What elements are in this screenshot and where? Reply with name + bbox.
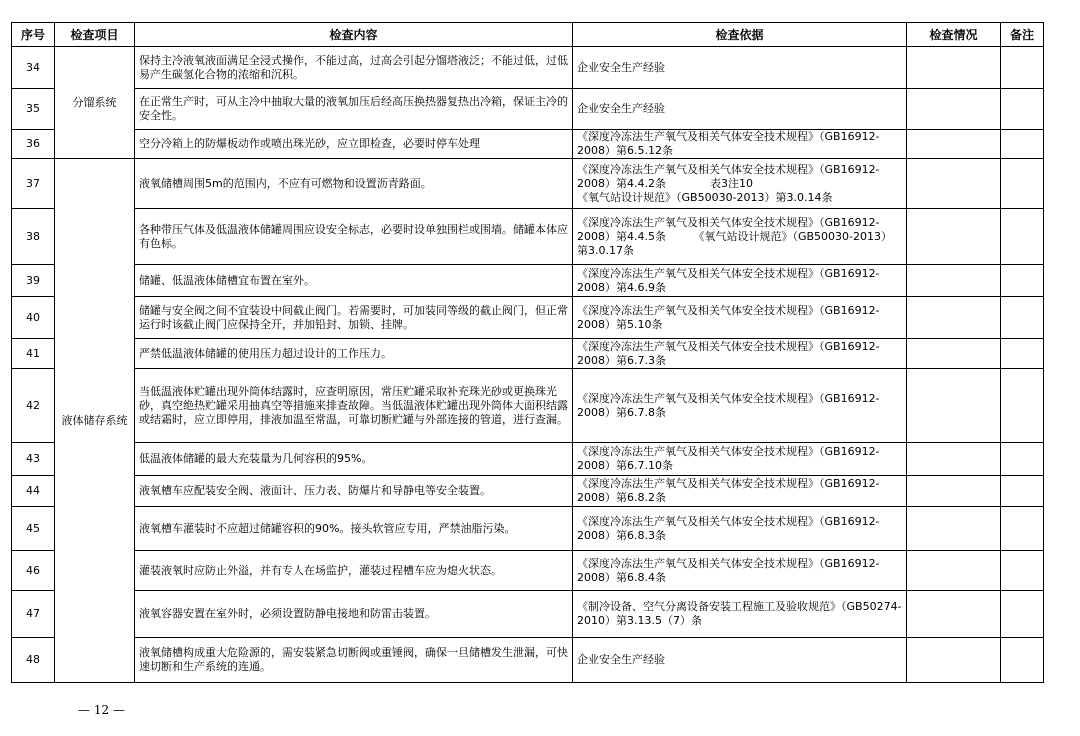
remarks: [1001, 47, 1044, 89]
table-row: [12, 591, 1044, 638]
row-number: 48: [12, 638, 55, 683]
row-number: 43: [12, 443, 55, 476]
check-status: [907, 369, 1001, 443]
table-row: [12, 551, 1044, 591]
row-number: 47: [12, 591, 55, 638]
check-content: 储罐、低温液体储槽宜布置在室外。: [135, 265, 573, 297]
check-status: [907, 265, 1001, 297]
check-content: 液氧储槽构成重大危险源的，需安装紧急切断阀或重锤阀，确保一旦储槽发生泄漏，可快速切断和生产系统的连通。: [135, 638, 573, 683]
header-content: 检查内容: [135, 23, 573, 47]
check-content: 液氧槽车应配装安全阀、液面计、压力表、防爆片和导静电等安全装置。: [135, 476, 573, 507]
remarks: [1001, 476, 1044, 507]
check-basis: 《深度冷冻法生产氧气及相关气体安全技术规程》（GB16912-2008）第6.7.10条: [573, 443, 907, 476]
table-row: [12, 339, 1044, 369]
header-num: 序号: [12, 23, 55, 47]
inspection-table: [11, 22, 1044, 683]
row-number: 37: [12, 159, 55, 209]
check-status: [907, 130, 1001, 159]
check-basis: 《深度冷冻法生产氧气及相关气体安全技术规程》（GB16912-2008）第4.6.9条: [573, 265, 907, 297]
check-status: [907, 638, 1001, 683]
check-basis: 《深度冷冻法生产氧气及相关气体安全技术规程》（GB16912-2008）第6.7.3条: [573, 339, 907, 369]
check-status: [907, 476, 1001, 507]
check-content: 空分冷箱上的防爆板动作或喷出珠光砂，应立即检查，必要时停车处理: [135, 130, 573, 159]
row-number: 38: [12, 209, 55, 265]
check-content: 液氧容器安置在室外时，必须设置防静电接地和防雷击装置。: [135, 591, 573, 638]
remarks: [1001, 89, 1044, 130]
row-number: 44: [12, 476, 55, 507]
header-row: [12, 23, 1044, 47]
remarks: [1001, 159, 1044, 209]
remarks: [1001, 507, 1044, 551]
check-basis: 《深度冷冻法生产氧气及相关气体安全技术规程》（GB16912-2008）第6.5.12条: [573, 130, 907, 159]
check-content: 灌装液氧时应防止外溢，并有专人在场监护，灌装过程槽车应为熄火状态。: [135, 551, 573, 591]
table-row: [12, 47, 1044, 89]
row-number: 39: [12, 265, 55, 297]
check-basis: 企业安全生产经验: [573, 47, 907, 89]
check-basis: 《制冷设备、空气分离设备安装工程施工及验收规范》（GB50274-2010）第3.13.5（7）条: [573, 591, 907, 638]
check-status: [907, 339, 1001, 369]
check-content: 低温液体储罐的最大充装量为几何容积的95%。: [135, 443, 573, 476]
check-basis: 《深度冷冻法生产氧气及相关气体安全技术规程》（GB16912-2008）第4.4.5条 《氧气站设计规范》（GB50030-2013）第3.0.17条: [573, 209, 907, 265]
table-row: [12, 209, 1044, 265]
category-cell: 液体储存系统: [55, 159, 135, 683]
row-number: 46: [12, 551, 55, 591]
remarks: [1001, 551, 1044, 591]
check-basis: 企业安全生产经验: [573, 638, 907, 683]
table-row: [12, 297, 1044, 339]
check-status: [907, 47, 1001, 89]
check-basis: 《深度冷冻法生产氧气及相关气体安全技术规程》（GB16912-2008）第5.10条: [573, 297, 907, 339]
header-status: 检查情况: [907, 23, 1001, 47]
check-status: [907, 507, 1001, 551]
check-content: 严禁低温液体储罐的使用压力超过设计的工作压力。: [135, 339, 573, 369]
header-basis: 检查依据: [573, 23, 907, 47]
check-status: [907, 209, 1001, 265]
remarks: [1001, 369, 1044, 443]
remarks: [1001, 443, 1044, 476]
table-row: [12, 265, 1044, 297]
table-row: [12, 369, 1044, 443]
remarks: [1001, 265, 1044, 297]
check-basis: 《深度冷冻法生产氧气及相关气体安全技术规程》（GB16912-2008）第6.8.2条: [573, 476, 907, 507]
check-content: 当低温液体贮罐出现外筒体结露时，应查明原因，常压贮罐采取补充珠光砂或更换珠光砂，真空绝热贮罐采用抽真空等措施来排查故障。当低温液体贮罐出现外筒体大面积结露或结霜时，应立即停用，排液加温至常温，可靠切断贮罐与外部连接的管道，进行查漏。: [135, 369, 573, 443]
check-content: 各种带压气体及低温液体储罐周围应设安全标志，必要时设单独围栏或围墙。储罐本体应有色标。: [135, 209, 573, 265]
check-status: [907, 89, 1001, 130]
header-remarks: 备注: [1001, 23, 1044, 47]
check-status: [907, 591, 1001, 638]
check-basis: 《深度冷冻法生产氧气及相关气体安全技术规程》（GB16912-2008）第4.4.2条 表3注10 《氧气站设计规范》（GB50030-2013）第3.0.14条: [573, 159, 907, 209]
check-basis: 《深度冷冻法生产氧气及相关气体安全技术规程》（GB16912-2008）第6.8.3条: [573, 507, 907, 551]
row-number: 45: [12, 507, 55, 551]
row-number: 34: [12, 47, 55, 89]
table-row: [12, 443, 1044, 476]
page-number: — 12 —: [78, 703, 125, 717]
check-content: 保持主冷液氧液面满足全浸式操作，不能过高，过高会引起分馏塔液泛；不能过低，过低易产生碳氢化合物的浓缩和沉积。: [135, 47, 573, 89]
remarks: [1001, 339, 1044, 369]
check-content: 液氧储槽周围5m的范围内，不应有可燃物和设置沥青路面。: [135, 159, 573, 209]
row-number: 42: [12, 369, 55, 443]
category-cell: 分馏系统: [55, 47, 135, 159]
check-content: 液氧槽车灌装时不应超过储罐容积的90%。接头软管应专用，严禁油脂污染。: [135, 507, 573, 551]
remarks: [1001, 297, 1044, 339]
remarks: [1001, 591, 1044, 638]
check-status: [907, 159, 1001, 209]
row-number: 36: [12, 130, 55, 159]
table-row: [12, 507, 1044, 551]
check-status: [907, 297, 1001, 339]
remarks: [1001, 130, 1044, 159]
check-status: [907, 443, 1001, 476]
table-row: [12, 638, 1044, 683]
check-basis: 《深度冷冻法生产氧气及相关气体安全技术规程》（GB16912-2008）第6.7.8条: [573, 369, 907, 443]
row-number: 35: [12, 89, 55, 130]
check-content: 在正常生产时，可从主冷中抽取大量的液氧加压后经高压换热器复热出冷箱，保证主冷的安全性。: [135, 89, 573, 130]
header-item: 检查项目: [55, 23, 135, 47]
table-row: [12, 130, 1044, 159]
remarks: [1001, 209, 1044, 265]
check-basis: 企业安全生产经验: [573, 89, 907, 130]
remarks: [1001, 638, 1044, 683]
check-basis: 《深度冷冻法生产氧气及相关气体安全技术规程》（GB16912-2008）第6.8.4条: [573, 551, 907, 591]
row-number: 40: [12, 297, 55, 339]
table-row: [12, 476, 1044, 507]
table-row: [12, 89, 1044, 130]
table-row: [12, 159, 1044, 209]
check-status: [907, 551, 1001, 591]
row-number: 41: [12, 339, 55, 369]
check-content: 储罐与安全阀之间不宜装设中间截止阀门。若需要时，可加装同等级的截止阀门，但正常运行时该截止阀门应保持全开，并加铅封、加锁、挂牌。: [135, 297, 573, 339]
